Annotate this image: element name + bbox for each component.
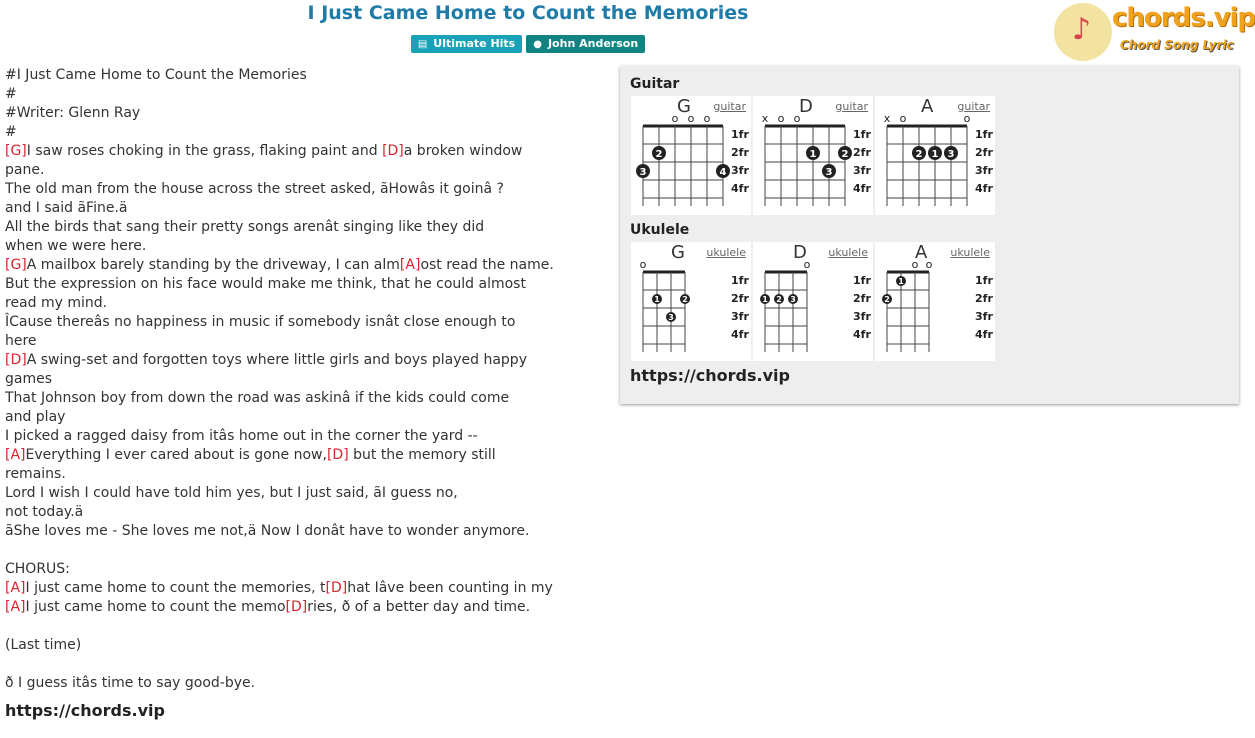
ukulele-chord-A[interactable] bbox=[875, 242, 995, 361]
lyric-text: I just came home to count the memories, t bbox=[25, 580, 326, 596]
chord-name: D bbox=[799, 96, 813, 117]
fret-label: 2fr bbox=[853, 146, 871, 159]
lyric-text: pane. bbox=[5, 162, 45, 178]
logo-name: chords.vip bbox=[1112, 3, 1255, 33]
lyric-text: #I Just Came Home to Count the Memories bbox=[5, 67, 307, 83]
open-string-marker: o bbox=[703, 112, 711, 125]
instrument-link[interactable]: ukulele bbox=[828, 246, 868, 259]
lyrics-block bbox=[5, 66, 605, 720]
lyric-line bbox=[5, 408, 605, 427]
lyric-text: a broken window bbox=[403, 143, 523, 159]
finger-number: 3 bbox=[825, 167, 833, 178]
fret-label: 4fr bbox=[975, 328, 993, 341]
lyric-text: games bbox=[5, 371, 53, 387]
ukulele-chord-D[interactable] bbox=[753, 242, 873, 361]
lyric-line bbox=[5, 522, 605, 541]
guitar-chord-G[interactable] bbox=[631, 96, 751, 215]
finger-number: 2 bbox=[655, 149, 663, 160]
lyric-line bbox=[5, 370, 605, 389]
lyric-line bbox=[5, 598, 605, 617]
chord-name: G bbox=[671, 242, 685, 263]
fret-label: 1fr bbox=[731, 274, 749, 287]
lyric-text: But the expression on his face would make me think, that he could almost bbox=[5, 276, 526, 292]
lyric-line bbox=[5, 104, 605, 123]
fret-label: 3fr bbox=[853, 310, 871, 323]
lyric-text: Lord I wish I could have told him yes, but I just said, ãI guess no, bbox=[5, 485, 458, 501]
chord-marker[interactable]: [D] bbox=[5, 352, 27, 368]
chord-name: A bbox=[915, 242, 928, 263]
guitar-heading: Guitar bbox=[630, 76, 680, 92]
lyric-line bbox=[5, 161, 605, 180]
album-label: Ultimate Hits bbox=[433, 37, 516, 50]
lyric-line bbox=[5, 218, 605, 237]
lyric-text: remains. bbox=[5, 466, 66, 482]
lyric-text: I saw roses choking in the grass, flaking paint and bbox=[26, 143, 383, 159]
fret-labels bbox=[975, 272, 993, 344]
muted-string-marker: x bbox=[883, 112, 891, 125]
fret-labels bbox=[731, 272, 749, 344]
chord-marker[interactable]: [A] bbox=[5, 599, 26, 615]
instrument-link[interactable]: guitar bbox=[957, 100, 990, 113]
instrument-link[interactable]: guitar bbox=[835, 100, 868, 113]
finger-number: 2 bbox=[776, 295, 782, 304]
instrument-link[interactable]: ukulele bbox=[706, 246, 746, 259]
finger-number: 1 bbox=[654, 295, 660, 304]
lyric-text: A mailbox barely standing by the driveway, I can alm bbox=[26, 257, 400, 273]
chord-marker[interactable]: [G] bbox=[5, 143, 27, 159]
open-string-marker: o bbox=[899, 112, 907, 125]
lyric-line bbox=[5, 351, 605, 370]
open-string-marker: o bbox=[793, 112, 801, 125]
lyric-text: and play bbox=[5, 409, 66, 425]
lyric-text: ÎCause thereâs no happiness in music if somebody isnât close enough to bbox=[5, 314, 516, 330]
lyric-line bbox=[5, 484, 605, 503]
finger-number: 1 bbox=[898, 277, 904, 286]
finger-number: 1 bbox=[809, 149, 817, 160]
lyric-line bbox=[5, 313, 605, 332]
fret-label: 1fr bbox=[853, 128, 871, 141]
lyric-line bbox=[5, 294, 605, 313]
lyric-line bbox=[5, 256, 605, 275]
fret-label: 2fr bbox=[975, 146, 993, 159]
artist-label: John Anderson bbox=[547, 37, 639, 50]
lyric-line bbox=[5, 465, 605, 484]
open-string-marker: o bbox=[803, 258, 811, 271]
lyric-line bbox=[5, 446, 605, 465]
fret-label: 1fr bbox=[975, 128, 993, 141]
open-string-marker: o bbox=[687, 112, 695, 125]
song-title: I Just Came Home to Count the Memories bbox=[307, 2, 749, 24]
fret-labels bbox=[975, 126, 993, 198]
chord-marker[interactable]: [A] bbox=[399, 257, 421, 273]
guitar-chord-D[interactable] bbox=[753, 96, 873, 215]
finger-number: 1 bbox=[931, 149, 939, 160]
lyric-text: # bbox=[5, 86, 17, 102]
instrument-link[interactable]: guitar bbox=[713, 100, 746, 113]
chord-marker[interactable]: [D] bbox=[382, 143, 404, 159]
open-string-marker: o bbox=[925, 258, 933, 271]
fret-label: 2fr bbox=[853, 292, 871, 305]
lyric-line bbox=[5, 674, 605, 693]
guitar-icon: ♪ bbox=[1072, 12, 1092, 47]
lyric-text: and I said ãFine.ä bbox=[5, 200, 128, 216]
chord-marker[interactable]: [G] bbox=[5, 257, 27, 273]
fret-label: 3fr bbox=[975, 310, 993, 323]
chord-marker[interactable]: [A] bbox=[5, 580, 26, 596]
lyric-line bbox=[5, 389, 605, 408]
lyric-text: Everything I ever cared about is gone now, bbox=[25, 447, 327, 463]
fret-label: 2fr bbox=[975, 292, 993, 305]
chord-name: G bbox=[677, 96, 691, 117]
logo-tagline: Chord Song Lyric bbox=[1120, 38, 1234, 52]
lyric-text: hat Iâve been counting in my bbox=[347, 580, 553, 596]
fret-label: 4fr bbox=[853, 328, 871, 341]
finger-number: 1 bbox=[762, 295, 768, 304]
guitar-chord-A[interactable] bbox=[875, 96, 995, 215]
chord-marker[interactable]: [D] bbox=[285, 599, 308, 615]
finger-number: 2 bbox=[915, 149, 923, 160]
lyric-text: # bbox=[5, 124, 17, 140]
lyric-line bbox=[5, 142, 605, 161]
lyric-line bbox=[5, 66, 605, 85]
lyric-line bbox=[5, 617, 605, 636]
chord-marker[interactable]: [D] bbox=[325, 580, 348, 596]
fret-label: 4fr bbox=[975, 182, 993, 195]
lyric-text: ãShe loves me - She loves me not,ä Now I donât have to wonder anymore. bbox=[5, 523, 530, 539]
chord-marker[interactable]: [A] bbox=[5, 447, 26, 463]
fret-label: 2fr bbox=[731, 292, 749, 305]
lyric-text: The old man from the house across the street asked, ãHowâs it goinâ ? bbox=[5, 181, 504, 197]
lyric-line bbox=[5, 655, 605, 674]
fret-labels bbox=[853, 272, 871, 344]
lyric-line bbox=[5, 579, 605, 598]
finger-number: 4 bbox=[719, 167, 727, 178]
instrument-link[interactable]: ukulele bbox=[950, 246, 990, 259]
user-icon: ● bbox=[533, 39, 542, 50]
lyric-line bbox=[5, 199, 605, 218]
lyric-text: I just came home to count the memo bbox=[25, 599, 286, 615]
fret-labels bbox=[853, 126, 871, 198]
chord-panel bbox=[620, 66, 1239, 404]
open-string-marker: o bbox=[777, 112, 785, 125]
chord-name: D bbox=[793, 242, 807, 263]
lyric-text: ost read the name. bbox=[420, 257, 554, 273]
lyric-line bbox=[5, 123, 605, 142]
fret-label: 3fr bbox=[731, 164, 749, 177]
fret-label: 3fr bbox=[853, 164, 871, 177]
finger-number: 2 bbox=[682, 295, 688, 304]
lyric-line bbox=[5, 237, 605, 256]
fret-label: 3fr bbox=[731, 310, 749, 323]
artist-badge[interactable] bbox=[526, 35, 645, 53]
lyric-text: A swing-set and forgotten toys where little girls and boys played happy bbox=[26, 352, 527, 368]
chord-marker[interactable]: [D] bbox=[326, 447, 349, 463]
fret-label: 4fr bbox=[853, 182, 871, 195]
lyric-text: read my mind. bbox=[5, 295, 108, 311]
lyric-text: I picked a ragged daisy from itâs home out in the corner the yard -- bbox=[5, 428, 478, 444]
fret-label: 1fr bbox=[731, 128, 749, 141]
finger-number: 3 bbox=[947, 149, 955, 160]
lyric-text: ð I guess itâs time to say good-bye. bbox=[5, 675, 256, 691]
lyric-text: All the birds that sang their pretty songs arenât singing like they did bbox=[5, 219, 485, 235]
ukulele-heading: Ukulele bbox=[630, 222, 690, 238]
lyric-text: when we were here. bbox=[5, 238, 147, 254]
fret-label: 4fr bbox=[731, 182, 749, 195]
lyric-line bbox=[5, 427, 605, 446]
lyric-line bbox=[5, 541, 605, 560]
lyric-text: #Writer: Glenn Ray bbox=[5, 105, 141, 121]
album-badge[interactable] bbox=[411, 35, 522, 53]
lyric-line bbox=[5, 503, 605, 522]
open-string-marker: o bbox=[639, 258, 647, 271]
lyric-line bbox=[5, 180, 605, 199]
ukulele-chord-G[interactable] bbox=[631, 242, 751, 361]
book-icon: ▤ bbox=[417, 39, 428, 50]
finger-number: 2 bbox=[841, 149, 849, 160]
lyric-text: That Johnson boy from down the road was askinâ if the kids could come bbox=[5, 390, 510, 406]
lyric-text: here bbox=[5, 333, 37, 349]
open-string-marker: o bbox=[671, 112, 679, 125]
site-logo[interactable] bbox=[1054, 3, 1255, 63]
finger-number: 3 bbox=[790, 295, 796, 304]
fret-label: 1fr bbox=[975, 274, 993, 287]
panel-site-link[interactable]: https://chords.vip bbox=[630, 366, 790, 385]
finger-number: 3 bbox=[639, 167, 647, 178]
finger-number: 3 bbox=[668, 313, 674, 322]
lyric-line bbox=[5, 275, 605, 294]
fret-label: 4fr bbox=[731, 328, 749, 341]
fret-label: 2fr bbox=[731, 146, 749, 159]
fret-label: 1fr bbox=[853, 274, 871, 287]
fret-label: 3fr bbox=[975, 164, 993, 177]
lyric-text: (Last time) bbox=[5, 637, 82, 653]
lyric-line bbox=[5, 332, 605, 351]
muted-string-marker: x bbox=[761, 112, 769, 125]
lyric-line bbox=[5, 636, 605, 655]
footer-site-link[interactable]: https://chords.vip bbox=[5, 701, 165, 720]
lyric-text: CHORUS: bbox=[5, 561, 70, 577]
finger-number: 2 bbox=[884, 295, 890, 304]
lyric-line bbox=[5, 85, 605, 104]
chord-name: A bbox=[921, 96, 934, 117]
lyric-text: ries, ð of a better day and time. bbox=[307, 599, 531, 615]
lyric-line bbox=[5, 560, 605, 579]
lyric-text: not today.ä bbox=[5, 504, 84, 520]
badge-row bbox=[0, 35, 1056, 53]
fret-labels bbox=[731, 126, 749, 198]
open-string-marker: o bbox=[911, 258, 919, 271]
lyric-text: but the memory still bbox=[348, 447, 496, 463]
open-string-marker: o bbox=[963, 112, 971, 125]
